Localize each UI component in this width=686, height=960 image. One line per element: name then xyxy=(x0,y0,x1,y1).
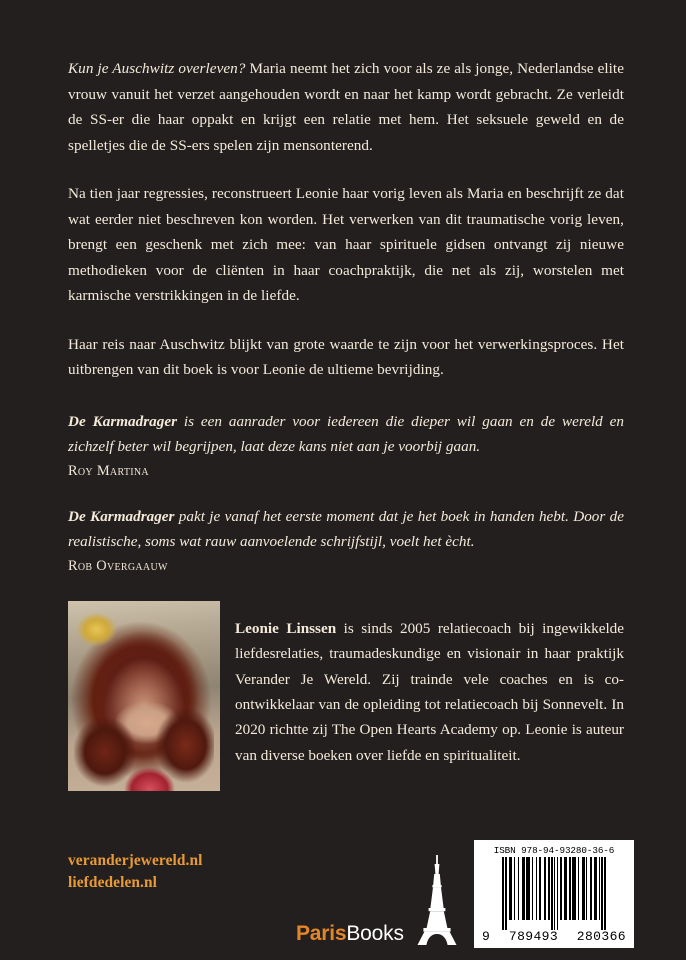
author-bio-text: is sinds 2005 relatiecoach bij ingewikkelde liefdesrelaties, traumadeskundige en visionair in haar praktijk Verander Je Wereld. Zij trainde vele coaches en is co-ontwikkelaar van de opleiding tot relatiecoach bij Sonnevelt. In 2020 richtte zij The Open Hearts Academy op. Leonie is auteur van diverse boeken over liefde en spiritualiteit. xyxy=(235,619,624,764)
link-liefdedelen[interactable]: liefdedelen.nl xyxy=(68,874,158,891)
endorsement-2-text xyxy=(68,504,624,555)
blurb-paragraph-1-rest: Maria neemt het zich voor als ze als jonge, Nederlandse elite vrouw vanuit het verzet aangehouden wordt en naar het kamp wordt gebracht. Ze verleidt de SS-er die haar oppakt en krijgt een relatie met hem. Het seksuele geweld en de spelletjes die de SS-ers spelen zijn mensonterend. xyxy=(68,60,624,154)
endorsement-2 xyxy=(68,504,624,577)
barcode-digits xyxy=(481,930,627,945)
endorsement-1 xyxy=(68,409,624,482)
endorsement-1-book-title: De Karmadrager xyxy=(68,412,177,430)
blurb-paragraph-3: Haar reis naar Auschwitz blijkt van grote waarde te zijn voor het verwerkingsproces. Het uitbrengen van dit boek is voor Leonie de ultieme bevrijding. xyxy=(68,335,624,378)
publisher-name-books: Books xyxy=(346,922,404,945)
publisher-name-paris: Paris xyxy=(296,922,347,945)
endorsement-2-body: pakt je vanaf het eerste moment dat je het boek in handen hebt. Door de realistische, soms wat rauw aanvoelende schrijfstijl, voelt het ècht. xyxy=(68,507,624,550)
endorsement-1-text xyxy=(68,409,624,460)
publisher-name xyxy=(296,923,404,946)
barcode-bars xyxy=(481,857,627,930)
endorsement-1-body: is een aanrader voor iedereen die dieper wil gaan en de wereld en zichzelf beter wil begrijpen, laat deze kans niet aan je voorbij gaan. xyxy=(68,412,625,455)
barcode-digit-first: 9 xyxy=(482,929,491,944)
website-links xyxy=(68,850,203,894)
endorsement-2-author: Rob Overgaauw xyxy=(68,557,168,574)
barcode-digit-group-left: 789493 xyxy=(508,929,559,944)
blurb-paragraph-2: Na tien jaar regressies, reconstrueert Leonie haar vorig leven als Maria en beschrijft ze dat wat eerder niet beschreven kon worden. Het verwerken van dit traumatische vorig leven, brengt een geschenk met zich mee: van haar spirituele gidsen ontvangt zij nieuwe methodieken voor de cliënten in haar coachpraktijk, die net als zij, worstelen met karmische verstrikkingen in de liefde. xyxy=(68,185,624,304)
author-portrait-image xyxy=(68,601,220,791)
author-bio xyxy=(235,616,624,768)
isbn-barcode xyxy=(474,840,634,948)
endorsement-1-author: Roy Martina xyxy=(68,462,149,479)
endorsement-2-book-title: De Karmadrager xyxy=(68,507,175,525)
author-photo xyxy=(68,601,220,791)
cover-footer xyxy=(0,830,686,960)
eiffel-tower-icon xyxy=(409,854,465,946)
author-name: Leonie Linssen xyxy=(235,619,337,637)
blurb-lead-question: Kun je Auschwitz overleven? xyxy=(68,60,246,77)
blurb-paragraph-1 xyxy=(68,56,624,158)
barcode-digit-group-right: 280366 xyxy=(576,929,626,944)
link-veranderjewereld[interactable]: veranderjewereld.nl xyxy=(68,852,203,869)
isbn-label: ISBN 978-94-93280-36-6 xyxy=(493,845,615,856)
author-section xyxy=(68,601,624,791)
publisher-logo xyxy=(296,854,465,946)
